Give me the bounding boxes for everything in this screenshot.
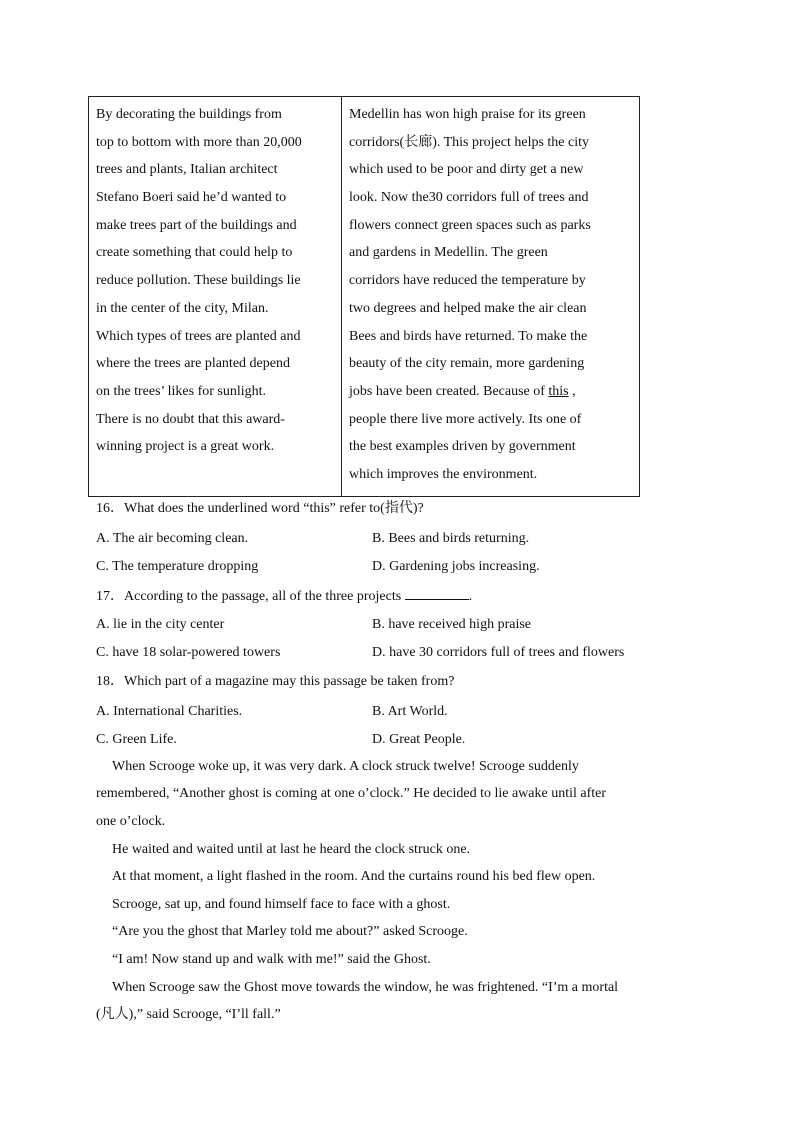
passage-line: winning project is a great work. — [96, 439, 275, 455]
passage-line: which used to be poor and dirty get a new — [349, 162, 584, 178]
passage-line-text: jobs have been created. Because of — [349, 383, 545, 399]
passage-line: two degrees and helped make the air clean — [349, 300, 587, 316]
passage-line: on the trees’ likes for sunlight. — [96, 383, 267, 399]
passage-line: Medellin has won high praise for its green — [349, 107, 586, 122]
passage-line: look. Now the30 corridors full of trees and — [349, 190, 589, 206]
passage-line: which improves the environment. — [349, 466, 538, 482]
question-16-stem: 16．What does the underlined word “this” refer to(指代)? — [96, 501, 424, 516]
passage-medellin-cell — [342, 97, 640, 497]
story-paragraph-2: He waited and waited until at last he heard the clock struck one. — [112, 842, 471, 857]
story-paragraph-1-line-2: remembered, “Another ghost is coming at one o’clock.” He decided to lie awake until after — [96, 786, 607, 801]
passage-line: There is no doubt that this award- — [96, 411, 285, 427]
story-paragraph-1-line-1: When Scrooge woke up, it was very dark. A clock struck twelve! Scrooge suddenly — [112, 759, 579, 774]
passages-table — [88, 96, 640, 497]
question-16-option-d: D. Gardening jobs increasing. — [372, 559, 540, 574]
question-18-option-d: D. Great People. — [372, 732, 466, 747]
question-17-option-b: B. have received high praise — [372, 617, 531, 632]
question-17-stem-end: . — [468, 589, 473, 604]
passage-line: the best examples driven by government — [349, 439, 576, 455]
question-16-option-a: A. The air becoming clean. — [96, 531, 249, 546]
passage-line: beauty of the city remain, more gardening — [349, 356, 585, 372]
story-paragraph-1-line-3: one o’clock. — [96, 814, 166, 829]
passage-line: reduce pollution. These buildings lie — [96, 273, 301, 289]
underline-suffix: , — [568, 383, 576, 399]
story-paragraph-4: Scrooge, sat up, and found himself face to face with a ghost. — [112, 897, 451, 912]
question-18-option-a: A. International Charities. — [96, 704, 243, 719]
passage-line: Which types of trees are planted and — [96, 328, 301, 344]
underlined-word: this — [548, 383, 569, 399]
passage-line: Stefano Boeri said he’d wanted to — [96, 190, 287, 206]
passage-line: corridors have reduced the temperature by — [349, 273, 586, 289]
passage-line: corridors(长廊). This project helps the city — [349, 134, 590, 150]
question-17-stem: 17．According to the passage, all of the three projects — [96, 589, 402, 604]
question-17-option-c: C. have 18 solar-powered towers — [96, 645, 281, 660]
question-17-option-d: D. have 30 corridors full of trees and flowers — [372, 645, 625, 660]
passage-milan-cell — [89, 97, 342, 497]
passage-line: trees and plants, Italian architect — [96, 162, 278, 178]
story-paragraph-6: “I am! Now stand up and walk with me!” said the Ghost. — [112, 952, 431, 967]
story-paragraph-3: At that moment, a light flashed in the room. And the curtains round his bed flew open. — [112, 869, 596, 884]
answer-blank — [405, 585, 469, 600]
passage-line: people there live more actively. Its one of — [349, 411, 582, 427]
passage-line: flowers connect green spaces such as parks — [349, 217, 591, 233]
story-paragraph-5: “Are you the ghost that Marley told me about?” asked Scrooge. — [112, 924, 468, 939]
story-paragraph-7-line-1: When Scrooge saw the Ghost move towards the window, he was frightened. “I’m a mortal — [112, 980, 619, 995]
question-18-option-b: B. Art World. — [372, 704, 448, 719]
question-18-option-c: C. Green Life. — [96, 732, 177, 747]
passage-line: and gardens in Medellin. The green — [349, 245, 548, 261]
passage-line-with-underline — [349, 378, 632, 406]
passage-line: in the center of the city, Milan. — [96, 300, 269, 316]
question-16-option-b: B. Bees and birds returning. — [372, 531, 530, 546]
passage-line: Bees and birds have returned. To make the — [349, 328, 588, 344]
question-16-option-c: C. The temperature dropping — [96, 559, 259, 574]
question-17-option-a: A. lie in the city center — [96, 617, 225, 632]
story-paragraph-7-line-2: (凡人),” said Scrooge, “I’ll fall.” — [96, 1007, 281, 1022]
passage-line: By decorating the buildings from — [96, 107, 282, 122]
passage-line: make trees part of the buildings and — [96, 217, 297, 233]
question-18-stem: 18．Which part of a magazine may this passage be taken from? — [96, 674, 455, 689]
passage-line: where the trees are planted depend — [96, 356, 290, 372]
passage-line: create something that could help to — [96, 245, 293, 261]
question-17-stem-line — [96, 585, 472, 607]
passage-line: top to bottom with more than 20,000 — [96, 134, 302, 150]
